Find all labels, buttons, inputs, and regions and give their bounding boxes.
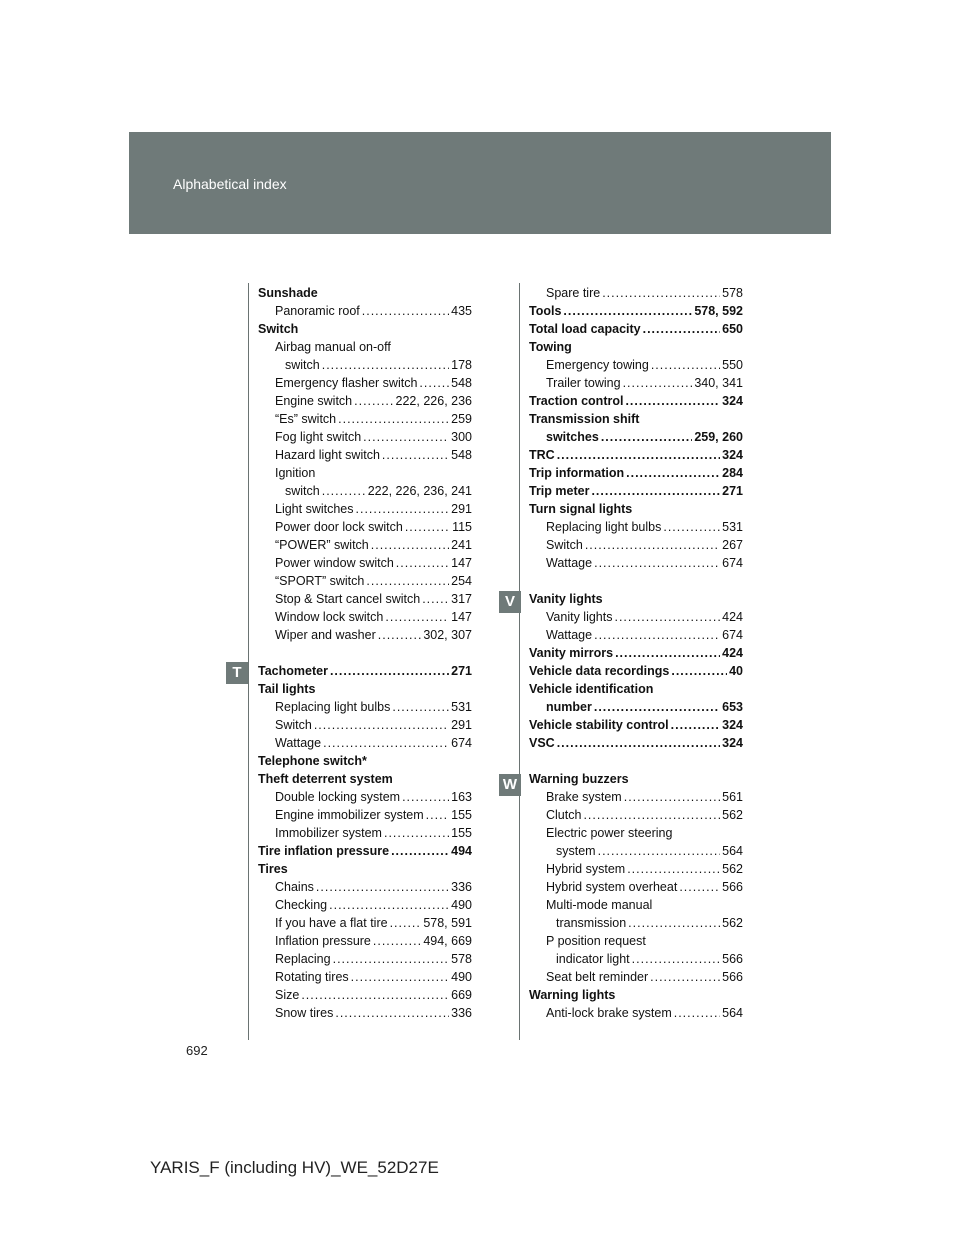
leader-dots xyxy=(426,806,449,824)
leader-dots xyxy=(362,302,449,320)
index-entry-name: Turn signal lights xyxy=(529,502,633,516)
index-entry xyxy=(258,464,472,482)
index-entry xyxy=(529,554,743,572)
index-entry xyxy=(258,572,472,590)
index-entry-name: P position request xyxy=(546,934,646,948)
leader-dots xyxy=(382,446,449,464)
index-entry-page: 548 xyxy=(451,376,472,390)
index-entry-page: 317 xyxy=(451,592,472,606)
leader-dots xyxy=(338,410,449,428)
index-entry xyxy=(258,320,472,338)
index-entry xyxy=(258,680,472,698)
index-entry-name: Tools xyxy=(529,304,562,318)
index-entry-name: Wattage xyxy=(546,556,593,570)
leader-dots xyxy=(643,320,721,338)
section-gap xyxy=(529,752,743,770)
index-entry-name: Emergency flasher switch xyxy=(275,376,418,390)
leader-dots xyxy=(632,950,720,968)
leader-dots xyxy=(384,824,449,842)
index-entry-name: Trip information xyxy=(529,466,625,480)
index-entry-page: 435 xyxy=(451,304,472,318)
index-entry-name: system xyxy=(556,844,596,858)
leader-dots xyxy=(627,860,720,878)
index-entry-name: Tires xyxy=(258,862,288,876)
index-entry-name: Telephone switch* xyxy=(258,754,367,768)
index-entry xyxy=(529,500,743,518)
index-entry-name: Engine immobilizer system xyxy=(275,808,424,822)
index-entry xyxy=(529,410,743,428)
index-entry xyxy=(258,608,472,626)
index-entry-name: Transmission shift xyxy=(529,412,640,426)
index-entry xyxy=(258,770,472,788)
index-entry-name: Tachometer xyxy=(258,664,328,678)
index-entry xyxy=(529,932,743,950)
index-entry-name: Emergency towing xyxy=(546,358,649,372)
index-entry-name: VSC xyxy=(529,736,555,750)
index-entry xyxy=(258,302,472,320)
leader-dots xyxy=(614,608,720,626)
index-entry xyxy=(258,626,472,644)
index-entry-page: 40 xyxy=(729,664,743,678)
index-entry xyxy=(258,284,472,302)
leader-dots xyxy=(679,878,720,896)
index-entry xyxy=(529,806,743,824)
index-entry xyxy=(258,518,472,536)
leader-dots xyxy=(314,716,449,734)
leader-dots xyxy=(391,842,449,860)
index-entry xyxy=(529,482,743,500)
index-entry-page: 490 xyxy=(451,898,472,912)
index-entry-name: Immobilizer system xyxy=(275,826,382,840)
header-title: Alphabetical index xyxy=(173,176,287,192)
index-entry-page: 564 xyxy=(722,1006,743,1020)
leader-dots xyxy=(378,626,422,644)
index-entry-page: 178 xyxy=(451,358,472,372)
index-entry xyxy=(258,662,472,680)
index-entry xyxy=(529,698,743,716)
leader-dots xyxy=(563,302,692,320)
index-entry-page: 291 xyxy=(451,718,472,732)
index-entry xyxy=(258,914,472,932)
index-entry-name: If you have a flat tire xyxy=(275,916,388,930)
index-entry-name: transmission xyxy=(556,916,627,930)
index-entry-name: Switch xyxy=(546,538,583,552)
index-entry-name: Traction control xyxy=(529,394,624,408)
index-entry-name: Tail lights xyxy=(258,682,316,696)
leader-dots xyxy=(316,878,449,896)
leader-dots xyxy=(396,554,449,572)
leader-dots xyxy=(333,950,450,968)
index-entry xyxy=(529,680,743,698)
index-entry xyxy=(529,968,743,986)
leader-dots xyxy=(371,536,449,554)
index-entry-page: 267 xyxy=(722,538,743,552)
index-entry-page: 284 xyxy=(722,466,743,480)
index-entry-name: Switch xyxy=(275,718,312,732)
index-entry-name: TRC xyxy=(529,448,555,462)
section-tab-w: W xyxy=(499,774,521,796)
index-entry xyxy=(529,356,743,374)
index-entry-page: 531 xyxy=(451,700,472,714)
index-entry xyxy=(529,590,743,608)
leader-dots xyxy=(583,806,720,824)
index-entry xyxy=(529,1004,743,1022)
index-entry-name: Size xyxy=(275,988,300,1002)
index-entry xyxy=(258,500,472,518)
index-entry-page: 324 xyxy=(722,718,743,732)
index-entry-name: Towing xyxy=(529,340,572,354)
index-entry xyxy=(258,338,472,356)
index-entry-name: Engine switch xyxy=(275,394,353,408)
index-entry xyxy=(258,788,472,806)
index-entry-page: 669 xyxy=(451,988,472,1002)
index-entry-page: 531 xyxy=(722,520,743,534)
index-entry-name: Fog light switch xyxy=(275,430,362,444)
index-entry xyxy=(258,356,472,374)
index-entry-name: Hybrid system overheat xyxy=(546,880,678,894)
index-entry-page: 674 xyxy=(451,736,472,750)
index-entry-name: Warning buzzers xyxy=(529,772,629,786)
index-entry-page: 548 xyxy=(451,448,472,462)
leader-dots xyxy=(591,482,720,500)
index-entry-name: Hybrid system xyxy=(546,862,626,876)
index-entry xyxy=(258,842,472,860)
index-entry-page: 222, 226, 236, 241 xyxy=(367,484,472,498)
index-entry-page: 490 xyxy=(451,970,472,984)
index-entry xyxy=(529,374,743,392)
index-entry-name: Switch xyxy=(258,322,299,336)
index-entry-name: Wattage xyxy=(275,736,322,750)
index-entry-name: Sunshade xyxy=(258,286,318,300)
index-entry-name: indicator light xyxy=(556,952,630,966)
index-entry-name: Replacing xyxy=(275,952,331,966)
index-entry-page: 562 xyxy=(722,808,743,822)
leader-dots xyxy=(301,986,449,1004)
index-entry-name: switch xyxy=(285,358,320,372)
index-entry xyxy=(258,932,472,950)
index-entry-name: Replacing light bulbs xyxy=(546,520,662,534)
leader-dots xyxy=(390,914,422,932)
leader-dots xyxy=(363,428,449,446)
index-entry xyxy=(258,716,472,734)
index-entry xyxy=(529,842,743,860)
index-entry xyxy=(529,446,743,464)
index-entry-name: Seat belt reminder xyxy=(546,970,649,984)
index-entry xyxy=(258,428,472,446)
index-entry-name: Vehicle data recordings xyxy=(529,664,670,678)
index-entry xyxy=(258,950,472,968)
index-entry-name: Clutch xyxy=(546,808,582,822)
leader-dots xyxy=(330,662,449,680)
leader-dots xyxy=(354,392,393,410)
index-entry-page: 259, 260 xyxy=(694,430,743,444)
leader-dots xyxy=(405,518,450,536)
index-column-right xyxy=(529,284,743,1022)
index-entry xyxy=(529,860,743,878)
index-entry-name: Window lock switch xyxy=(275,610,384,624)
index-column-left xyxy=(258,284,472,1022)
index-entry-name: switch xyxy=(285,484,320,498)
leader-dots xyxy=(322,482,366,500)
index-entry-name: “SPORT” switch xyxy=(275,574,365,588)
index-entry-name: Vehicle identification xyxy=(529,682,654,696)
index-entry xyxy=(258,734,472,752)
index-entry xyxy=(258,824,472,842)
document-footer: YARIS_F (including HV)_WE_52D27E xyxy=(150,1158,439,1177)
index-entry-page: 254 xyxy=(451,574,472,588)
leader-dots xyxy=(671,716,721,734)
index-entry xyxy=(258,590,472,608)
index-entry-name: Tire inflation pressure xyxy=(258,844,390,858)
leader-dots xyxy=(385,608,449,626)
leader-dots xyxy=(329,896,449,914)
index-entry xyxy=(529,788,743,806)
index-entry xyxy=(529,320,743,338)
index-entry-page: 578, 591 xyxy=(423,916,472,930)
leader-dots xyxy=(594,698,720,716)
index-entry-page: 271 xyxy=(451,664,472,678)
index-entry xyxy=(529,950,743,968)
index-entry xyxy=(258,1004,472,1022)
index-entry-page: 578, 592 xyxy=(694,304,743,318)
leader-dots xyxy=(557,446,720,464)
index-entry-name: Electric power steering xyxy=(546,826,673,840)
index-entry-name: Trailer towing xyxy=(546,376,621,390)
index-entry xyxy=(529,896,743,914)
leader-dots xyxy=(351,968,449,986)
index-entry-page: 578 xyxy=(722,286,743,300)
leader-dots xyxy=(322,356,449,374)
index-entry xyxy=(258,410,472,428)
index-entry xyxy=(529,536,743,554)
index-entry-page: 340, 341 xyxy=(694,376,743,390)
leader-dots xyxy=(373,932,421,950)
index-entry xyxy=(258,536,472,554)
leader-dots xyxy=(422,590,449,608)
index-entry-page: 650 xyxy=(722,322,743,336)
index-entry xyxy=(529,986,743,1004)
index-entry xyxy=(529,302,743,320)
leader-dots xyxy=(625,392,720,410)
index-entry-page: 653 xyxy=(722,700,743,714)
index-entry xyxy=(529,770,743,788)
index-entry-page: 147 xyxy=(451,556,472,570)
leader-dots xyxy=(650,968,720,986)
index-entry-name: number xyxy=(546,700,592,714)
index-entry-name: Ignition xyxy=(275,466,316,480)
leader-dots xyxy=(671,662,727,680)
index-entry-page: 562 xyxy=(722,862,743,876)
index-entry xyxy=(258,374,472,392)
index-entry-page: 562 xyxy=(722,916,743,930)
index-entry-page: 271 xyxy=(722,484,743,498)
section-tab-v: V xyxy=(499,591,521,613)
index-entry-page: 566 xyxy=(722,880,743,894)
index-entry-name: Airbag manual on-off xyxy=(275,340,391,354)
leader-dots xyxy=(335,1004,449,1022)
index-entry-page: 566 xyxy=(722,970,743,984)
index-entry xyxy=(258,392,472,410)
index-entry xyxy=(258,752,472,770)
index-entry-page: 291 xyxy=(451,502,472,516)
index-entry-page: 115 xyxy=(452,520,472,534)
index-entry-name: Chains xyxy=(275,880,314,894)
index-entry xyxy=(529,824,743,842)
index-entry-page: 674 xyxy=(722,628,743,642)
index-entry xyxy=(258,554,472,572)
index-entry xyxy=(529,716,743,734)
index-entry-name: Spare tire xyxy=(546,286,601,300)
index-entry-name: Snow tires xyxy=(275,1006,334,1020)
leader-dots xyxy=(594,554,720,572)
index-entry xyxy=(529,338,743,356)
index-entry-name: “POWER” switch xyxy=(275,538,369,552)
index-entry-name: Vanity mirrors xyxy=(529,646,614,660)
index-entry xyxy=(529,914,743,932)
index-entry xyxy=(529,734,743,752)
leader-dots xyxy=(392,698,449,716)
index-entry-page: 147 xyxy=(451,610,472,624)
index-entry-name: Power window switch xyxy=(275,556,394,570)
index-entry xyxy=(529,284,743,302)
index-entry-page: 300 xyxy=(451,430,472,444)
index-entry-name: Double locking system xyxy=(275,790,401,804)
index-entry xyxy=(258,860,472,878)
leader-dots xyxy=(366,572,449,590)
index-entry xyxy=(529,644,743,662)
leader-dots xyxy=(674,1004,720,1022)
index-entry-page: 561 xyxy=(722,790,743,804)
leader-dots xyxy=(356,500,450,518)
leader-dots xyxy=(623,374,693,392)
index-entry-page: 324 xyxy=(722,394,743,408)
leader-dots xyxy=(323,734,449,752)
index-entry-page: 674 xyxy=(722,556,743,570)
index-entry-name: Replacing light bulbs xyxy=(275,700,391,714)
section-tab-t: T xyxy=(226,662,248,684)
index-entry-name: Vanity lights xyxy=(546,610,613,624)
index-entry-page: 155 xyxy=(451,826,472,840)
index-entry-name: Inflation pressure xyxy=(275,934,371,948)
index-entry-page: 550 xyxy=(722,358,743,372)
page-number: 692 xyxy=(186,1043,208,1058)
section-gap xyxy=(529,572,743,590)
index-entry-page: 336 xyxy=(451,1006,472,1020)
leader-dots xyxy=(402,788,449,806)
index-entry xyxy=(258,698,472,716)
index-entry xyxy=(529,464,743,482)
index-entry-name: Multi-mode manual xyxy=(546,898,653,912)
index-entry-name: Vehicle stability control xyxy=(529,718,669,732)
index-entry xyxy=(529,626,743,644)
index-entry xyxy=(258,986,472,1004)
index-entry-page: 566 xyxy=(722,952,743,966)
index-entry-page: 302, 307 xyxy=(423,628,472,642)
index-entry-name: “Es” switch xyxy=(275,412,337,426)
index-entry xyxy=(529,392,743,410)
leader-dots xyxy=(615,644,720,662)
index-entry-name: Anti-lock brake system xyxy=(546,1006,672,1020)
leader-dots xyxy=(585,536,720,554)
leader-dots xyxy=(557,734,720,752)
index-entry xyxy=(258,968,472,986)
index-entry-name: Panoramic roof xyxy=(275,304,360,318)
leader-dots xyxy=(602,284,720,302)
index-entry-page: 222, 226, 236 xyxy=(395,394,472,408)
center-divider xyxy=(519,283,520,1040)
index-entry-name: switches xyxy=(546,430,599,444)
index-entry-page: 424 xyxy=(722,610,743,624)
index-entry-page: 259 xyxy=(451,412,472,426)
index-entry xyxy=(529,608,743,626)
index-entry xyxy=(258,446,472,464)
leader-dots xyxy=(628,914,720,932)
index-entry-name: Hazard light switch xyxy=(275,448,380,462)
leader-dots xyxy=(626,464,720,482)
index-entry xyxy=(529,518,743,536)
page-header xyxy=(129,132,831,234)
index-entry-page: 163 xyxy=(451,790,472,804)
index-entry-page: 578 xyxy=(451,952,472,966)
index-entry-name: Rotating tires xyxy=(275,970,349,984)
left-divider xyxy=(248,283,249,1040)
leader-dots xyxy=(651,356,720,374)
index-entry-name: Checking xyxy=(275,898,328,912)
index-entry-name: Theft deterrent system xyxy=(258,772,393,786)
index-entry-name: Stop & Start cancel switch xyxy=(275,592,421,606)
index-entry xyxy=(258,806,472,824)
index-entry-page: 564 xyxy=(722,844,743,858)
leader-dots xyxy=(598,842,721,860)
section-gap xyxy=(258,644,472,662)
index-entry xyxy=(258,482,472,500)
index-entry-name: Vanity lights xyxy=(529,592,603,606)
index-entry-page: 424 xyxy=(722,646,743,660)
index-entry-page: 494, 669 xyxy=(423,934,472,948)
index-entry-name: Brake system xyxy=(546,790,622,804)
index-entry-name: Total load capacity xyxy=(529,322,641,336)
leader-dots xyxy=(624,788,720,806)
index-entry xyxy=(258,896,472,914)
leader-dots xyxy=(419,374,449,392)
index-entry-page: 155 xyxy=(451,808,472,822)
index-entry-name: Wiper and washer xyxy=(275,628,376,642)
index-entry-name: Power door lock switch xyxy=(275,520,403,534)
leader-dots xyxy=(663,518,720,536)
leader-dots xyxy=(601,428,693,446)
index-entry-name: Light switches xyxy=(275,502,354,516)
index-entry-name: Warning lights xyxy=(529,988,616,1002)
index-entry xyxy=(529,878,743,896)
index-entry-page: 241 xyxy=(451,538,472,552)
index-entry-page: 336 xyxy=(451,880,472,894)
index-entry-page: 324 xyxy=(722,448,743,462)
index-entry-page: 494 xyxy=(451,844,472,858)
index-entry xyxy=(258,878,472,896)
index-entry xyxy=(529,662,743,680)
index-entry-name: Trip meter xyxy=(529,484,590,498)
index-entry-page: 324 xyxy=(722,736,743,750)
leader-dots xyxy=(594,626,720,644)
index-entry-name: Wattage xyxy=(546,628,593,642)
index-entry xyxy=(529,428,743,446)
